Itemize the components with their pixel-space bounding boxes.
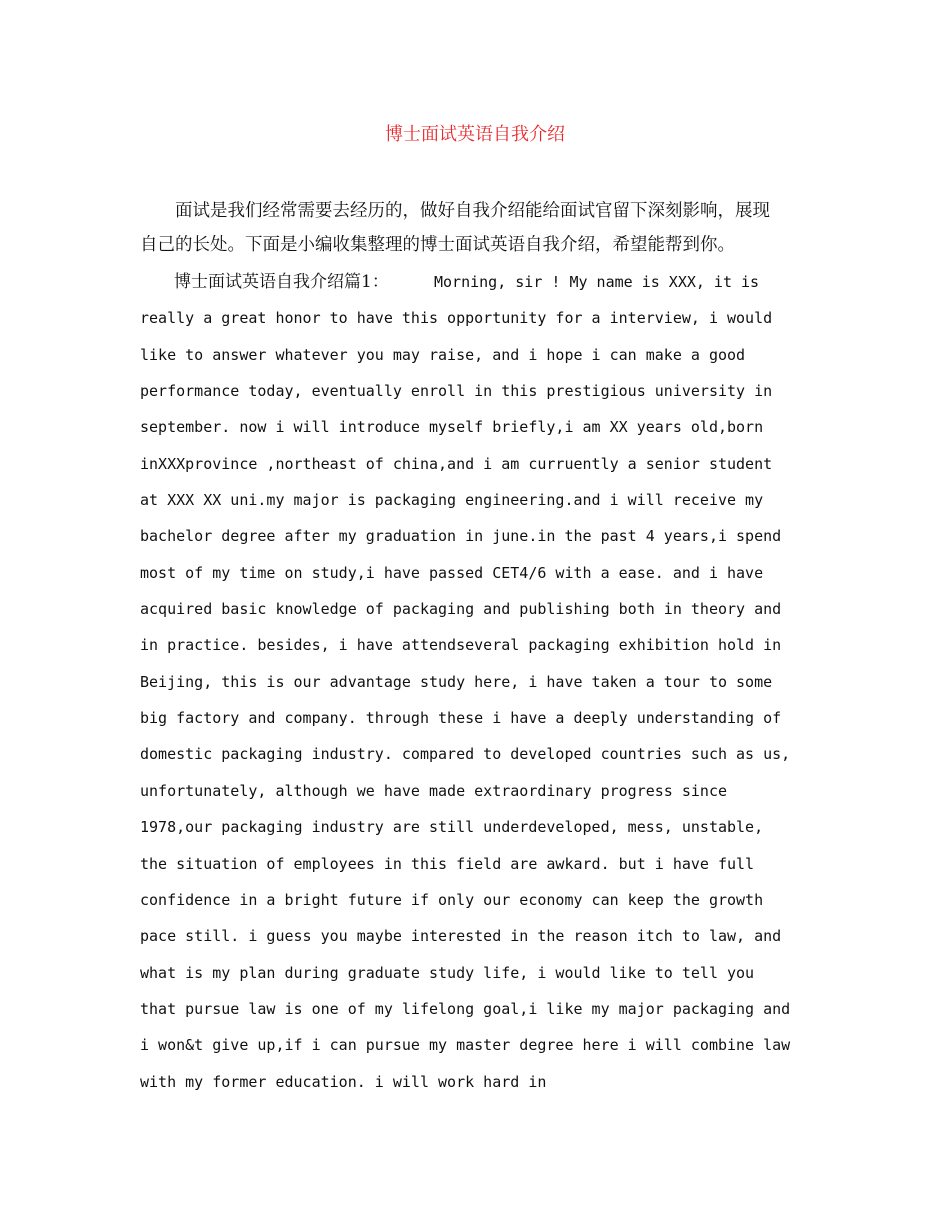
body-line: big factory and company. through these i have a deeply understanding of [140, 709, 782, 728]
intro-line: 面试是我们经常需要去经历的，做好自我介绍能给面试官留下深刻影响，展现 [140, 201, 770, 221]
section-lead: 博士面试英语自我介绍篇1： [140, 272, 389, 292]
intro-paragraph [140, 194, 812, 262]
body-line: with my former education. i will work hard in [140, 1072, 547, 1091]
body-line: in practice. besides, i have attendseveral packaging exhibition hold in [140, 636, 782, 655]
body-line-text: Morning, sir ! My name is XXX, it is [388, 273, 760, 291]
body-line: domestic packaging industry. compared to developed countries such as us, [140, 745, 791, 764]
body-line: what is my plan during graduate study life, i would like to tell you [140, 963, 755, 982]
body-line: at XXX XX uni.my major is packaging engineering.and i will receive my [140, 491, 764, 510]
body-line: acquired basic knowledge of packaging and publishing both in theory and [140, 600, 782, 619]
body-line: bachelor degree after my graduation in june.in the past 4 years,i spend [140, 527, 782, 546]
body-line-first [140, 264, 820, 300]
body-line: the situation of employees in this field are awkard. but i have full [140, 854, 755, 873]
body-line: confidence in a bright future if only our economy can keep the growth [140, 890, 764, 909]
body-line: really a great honor to have this opportunity for a interview, i would [140, 309, 773, 328]
body-line: pace still. i guess you maybe interested in the reason itch to law, and [140, 927, 782, 946]
body-line: most of my time on study,i have passed CET4/6 with a ease. and i have [140, 563, 764, 582]
body-paragraph [140, 264, 820, 1100]
body-line: that pursue law is one of my lifelong goal,i like my major packaging and [140, 999, 791, 1018]
intro-line: 自己的长处。下面是小编收集整理的博士面试英语自我介绍，希望能帮到你。 [140, 235, 735, 255]
body-line: i won&t give up,if i can pursue my master degree here i will combine law [140, 1036, 791, 1055]
body-line: inXXXprovince ,northeast of china,and i am curruently a senior student [140, 454, 773, 473]
body-line: like to answer whatever you may raise, and i hope i can make a good [140, 345, 746, 364]
body-line: Beijing, this is our advantage study here, i have taken a tour to some [140, 672, 773, 691]
body-line: 1978,our packaging industry are still underdeveloped, mess, unstable, [140, 818, 764, 837]
document-title: 博士面试英语自我介绍 [385, 124, 565, 145]
body-line: unfortunately, although we have made extraordinary progress since [140, 781, 727, 800]
body-line: september. now i will introduce myself briefly,i am XX years old,born [140, 418, 764, 437]
body-line: performance today, eventually enroll in this prestigious university in [140, 382, 773, 401]
